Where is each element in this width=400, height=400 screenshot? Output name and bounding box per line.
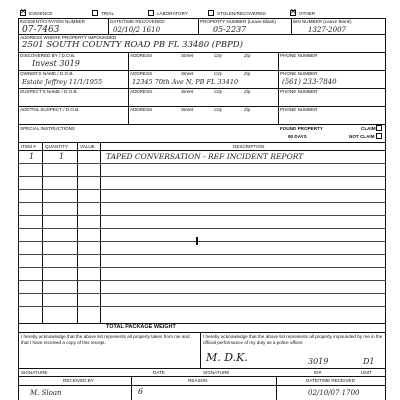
owner-zip-label: Zip [244, 71, 251, 76]
addl-city-label: City [214, 107, 222, 112]
suspect-phone-label: PHONE NUMBER [280, 89, 318, 94]
date-recovered-value: 02/10/2 1610 [113, 26, 161, 34]
claim-checkbox[interactable] [376, 125, 382, 131]
property-number-label: PROPERTY NUMBER (Leave Blank) [200, 19, 276, 24]
trial-checkbox[interactable] [92, 10, 98, 16]
owner-name-label: OWNER'S NAME / D.O.B. [20, 71, 74, 76]
owner-phone-value: (561) 233-7840 [282, 78, 337, 86]
reason-label: REASON [188, 378, 208, 383]
unit-value: D1 [363, 357, 375, 366]
not-claim-label: NOT CLAIM [349, 134, 375, 139]
evidence-checkbox[interactable] [20, 10, 26, 16]
owner-street-label: Street [181, 71, 194, 76]
signature-label: SIGNATURE [21, 370, 48, 375]
other-label: OTHER [299, 11, 316, 16]
suspect-street-label: Street [181, 89, 194, 94]
laboratory-label: LABORATORY [157, 11, 188, 16]
owner-city-label: City [214, 71, 222, 76]
ninety-days-label: 90 DAYS [288, 134, 307, 139]
discovered-city-label: City [214, 53, 222, 58]
addl-address-label: ADDRESS [130, 107, 153, 112]
suspect-address-label: ADDRESS [130, 89, 153, 94]
addl-suspect-label: ADD'TNL SUSPECT / D.O.B. [20, 107, 80, 112]
special-instructions-label: SPECIAL INSTRUCTIONS [20, 126, 75, 131]
discovered-by-value: Invest 3019 [32, 59, 80, 68]
officer-acknowledgement: I hereby acknowledge that the above list represents all property impounded by me in the official performance of my duty as a police officer. [203, 334, 383, 345]
description-value: TAPED CONVERSATION - REF INCIDENT REPORT [106, 152, 304, 161]
laboratory-checkbox[interactable] [148, 10, 154, 16]
other-checkbox[interactable] [290, 10, 296, 16]
incident-number-label: INCIDENT/CITATION NUMBER [20, 19, 85, 24]
impound-address-label: ADDRESS WHERE PROPERTY IMPOUNDED [20, 35, 117, 40]
id-label: ID# [314, 370, 322, 375]
total-package-weight-label: TOTAL PACKAGE WEIGHT [106, 324, 176, 330]
reason-value: 6 [138, 387, 144, 396]
addl-phone-label: PHONE NUMBER [280, 107, 318, 112]
property-receipt-form [18, 8, 386, 400]
pen-mark [196, 237, 198, 245]
officer-signature-mark: M. D.K. [206, 351, 248, 364]
discovered-street-label: Street [181, 53, 194, 58]
stolen-recovered-checkbox[interactable] [208, 10, 214, 16]
unit-label: UNIT [361, 370, 372, 375]
owner-address-value: 12345 70th Ave N, PB FL 33410 [132, 78, 239, 86]
discovered-address-label: ADDRESS [130, 53, 153, 58]
evidence-label: EVIDENCE [29, 11, 53, 16]
owner-address-label: ADDRESS [130, 71, 153, 76]
owner-name-value: Estate Jeffrey 11/1/1955 [22, 78, 103, 86]
discovered-zip-label: Zip [244, 53, 251, 58]
quantity-value: 1 [59, 152, 65, 161]
addl-street-label: Street [181, 107, 194, 112]
suspect-city-label: City [214, 89, 222, 94]
date-recovered-label: DATE/TIME RECOVERED [110, 19, 165, 24]
discovered-phone-label: PHONE NUMBER [280, 53, 318, 58]
discovered-by-label: DISCOVERED BY / D.O.B. [20, 53, 76, 58]
property-number-value: 05-2237 [213, 25, 247, 34]
claim-label: CLAIM [361, 126, 376, 131]
officer-id-value: 3019 [308, 357, 329, 366]
addl-zip-label: Zip [244, 107, 251, 112]
found-property-label: FOUND PROPERTY [280, 126, 323, 131]
received-by-label: RECEIVED BY [63, 378, 94, 383]
received-by-value: M. Sloan [30, 389, 62, 397]
suspect-name-label: SUSPECT'S NAME / D.O.B. [20, 89, 78, 94]
trial-label: TRIAL [101, 11, 115, 16]
date-label: DATE [153, 370, 165, 375]
owner-phone-label: PHONE NUMBER [280, 71, 318, 76]
description-header: DESCRIPTION [233, 144, 265, 149]
date-time-received-value: 02/10/07 1700 [308, 389, 360, 397]
value-header: VALUE [80, 144, 95, 149]
impound-address-value: 2501 SOUTH COUNTY ROAD PB FL 33480 (PBPD) [22, 40, 243, 50]
date-time-received-label: DATE/TIME RECEIVED [306, 378, 355, 383]
owner-acknowledgement: I hereby acknowledge that the above list represents all property taken from me and that I have received a copy of this receipt. [21, 334, 190, 345]
incident-number-value: 07-7463 [22, 25, 60, 35]
item-number-header: ITEM # [21, 144, 36, 149]
bin-number-label: BIN NUMBER (Leave Blank) [293, 19, 352, 24]
suspect-zip-label: Zip [244, 89, 251, 94]
not-claim-checkbox[interactable] [376, 133, 382, 139]
quantity-header: QUANTITY [45, 144, 69, 149]
signature2-label: SIGNATURE [203, 370, 230, 375]
stolen-recovered-label: STOLEN/RECOVERED [217, 11, 266, 16]
item-number-value: 1 [29, 152, 35, 161]
bin-number-value: 1327-2007 [308, 26, 346, 34]
